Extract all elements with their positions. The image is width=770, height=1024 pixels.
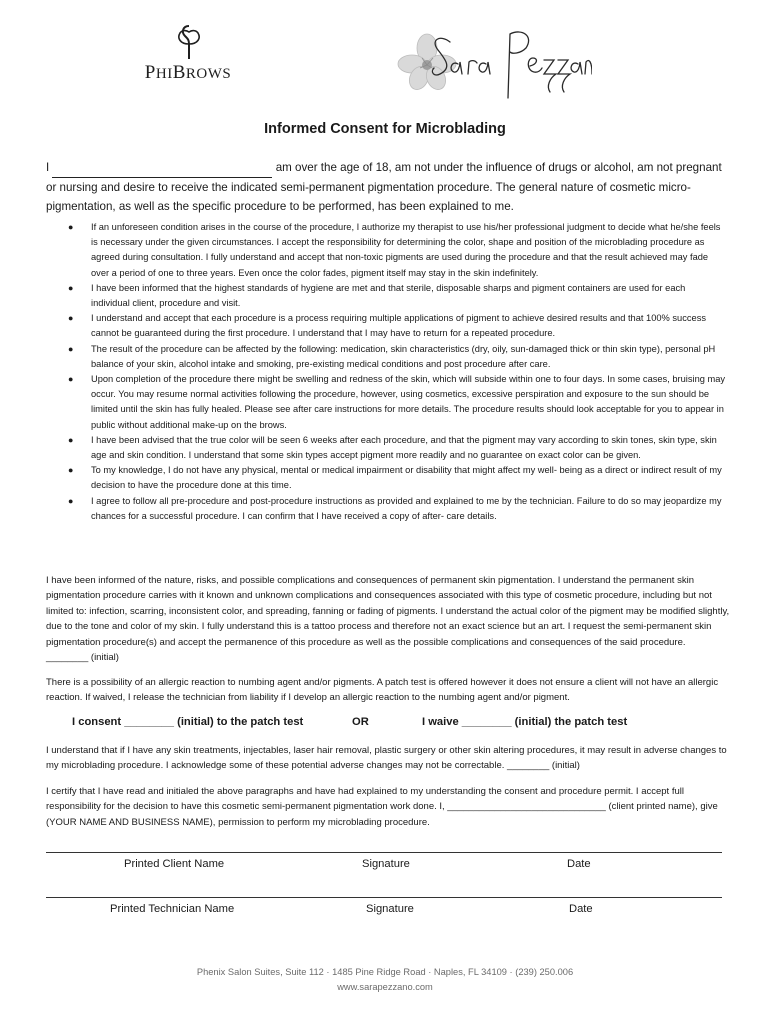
list-item [60,342,726,372]
list-item-text: I understand and accept that each procedure is a process requiring multiple applications of pigment to achieve desired results and that 100% success cannot be guaranteed during the first procedure. I understand that I may have to return for a repeated procedure. [91,313,706,339]
risks-paragraph: I have been informed of the nature, risks, and possible complications and consequences of permanent skin pigmentation. I understand the permanent skin pigmentation procedure carries with it known and unknown complications and consequences associated with this type of cosmetic procedure, including but not limited to: infection, scarring, inconsistent color, and spreading, fanning or fading of pigments. I understand the actual color of the pigment may be modified slightly, due to the tone and color of my skin. I fully understand this is a tattoo process and therefore not an exact science but an art. I request the semi-permanent skin pigmentation procedure(s) and accept the permanence of this procedure as well as the possible complications and consequences of the said procedure. ________ (initial) [46,575,730,664]
phibrows-wordmark: PHIBROWS [144,62,232,83]
footer [0,965,770,995]
list-item-text: I have been advised that the true color will be seen 6 weeks after each procedure, and that the pigment may vary according to skin tones, skin type, skin age and skin condition. I understand that some skin types accept pigment more readily and no guarantee on exact color can be given. [91,434,717,461]
list-item [60,372,726,433]
intro-text: am over the age of 18, am not under the influence of drugs or alcohol, am not pregnant or nursing and desire to receive the indicated semi-permanent pigmentation procedure. The general nature of cosmetic micro-pigmentation, as well as the specific procedure to be performed, has been explained to me. [46,161,722,213]
header [0,0,770,110]
intro-paragraph [46,158,728,216]
printed-technician-name-label: Printed Technician Name [110,903,235,915]
list-item-text: To my knowledge, I do not have any physical, mental or medical impairment or disability that might affect my well- being as a direct or indirect result of my decision to have the procedure done at this time. [91,465,722,491]
bullet-icon: ● [68,495,74,506]
phibrows-logo [132,24,244,86]
patch-test-or: OR [352,716,369,728]
list-item [60,463,726,493]
bullet-icon: ● [68,465,74,476]
printed-client-name-label: Printed Client Name [124,858,225,870]
client-date-label: Date [567,858,591,870]
technician-signature-line[interactable] [46,897,722,898]
list-item-text: Upon completion of the procedure there might be swelling and redness of the skin, which will subside within one to four days. In some cases, bruising may occur. You may resume normal activities following the procedure, however, using cosmetics, excessive perspiration and exposure to the sun should be limited until the skin has fully healed. Please see after care instructions for more details. The procedure results should look acceptable for you to appear in public without additional make-up on the brows. [91,374,726,430]
bullet-icon: ● [68,374,74,385]
list-item [60,433,726,463]
list-item [60,281,726,311]
patch-test-row [0,716,770,734]
bullet-icon: ● [68,222,74,232]
footer-address: Phenix Salon Suites, Suite 112 · 1485 Pine Ridge Road · Naples, FL 34109 · (239) 250.006 [196,967,574,977]
adverse-changes-paragraph: I understand that if I have any skin treatments, injectables, laser hair removal, plastic surgery or other skin altering procedures, it may result in adverse changes to my microblading procedure. I acknowledge some of these potential adverse changes may not be correctable. ________ (initial) [46,745,727,772]
bullet-icon: ● [68,313,74,324]
footer-website[interactable]: www.sarapezzano.com [337,982,433,992]
client-signature-label: Signature [362,858,410,870]
bullet-icon: ● [68,343,74,354]
allergy-paragraph: There is a possibility of an allergic reaction to numbing agent and/or pigments. A patch test is offered however it does not ensure a client will not have an allergic reaction. If waived, I release the technician from liability if I develop an allergic reaction to the numbing agent and/or pigment. [46,677,719,704]
certification-paragraph: I certify that I have read and initialed the above paragraphs and have had explained to my understanding the consent and procedure permit. I accept full responsibility for the decision to have this cosmetic semi-permanent pigmentation work done. I, ______________________________ (client printed name), give (YOUR NAME AND BUSINESS NAME), permission to perform my microblading procedure. [46,786,718,828]
client-signature-line[interactable] [46,852,722,853]
phi-symbol-icon [174,24,204,60]
list-item [60,494,726,524]
bullet-icon: ● [68,434,74,445]
list-item-text: I agree to follow all pre-procedure and post-procedure instructions as provided and explained to me by the technician. Failure to do so may jeopardize my chances for a successful procedure. I can confirm that I have received a copy of after- care details. [91,495,722,521]
client-name-blank[interactable] [52,158,272,178]
consent-bullet-list [60,220,726,524]
patch-test-waive[interactable]: I waive ________ (initial) the patch test [422,716,628,728]
list-item-text: The result of the procedure can be affected by the following: medication, skin characteristics (dry, oily, sun-damaged thick or thin skin type), personal pH balance of your skin, alcohol intake and smoking, pre-existing medical conditions and post procedure after care. [91,343,716,369]
list-item [60,220,726,281]
sara-pezzano-logo [392,20,592,110]
sara-pezzano-signature [422,20,592,110]
list-item-text: I have been informed that the highest standards of hygiene are met and that sterile, disposable sharps and pigment containers are used for each individual client, procedure and visit. [91,282,686,309]
list-item-text: If an unforeseen condition arises in the course of the procedure, I authorize my therapist to use his/her professional judgment to decide what he/she feels is necessary under the given circumstances. I accept the responsibility for determining the color, shape and position of the microblading procedure as agreed during consultation. I fully understand and accept that non-toxic pigments are used during the procedure and that the result achieved may fade over a period of one to three years. Even once the color fades, pigment itself may stay in the skin indefinitely. [91,222,721,278]
technician-signature-label: Signature [366,903,414,915]
intro-prefix: I [46,161,50,174]
technician-date-label: Date [569,903,593,915]
document-title: Informed Consent for Microblading [264,121,506,137]
bullet-icon: ● [68,282,74,293]
list-item [60,311,726,341]
patch-test-consent[interactable]: I consent ________ (initial) to the patch test [72,716,304,728]
